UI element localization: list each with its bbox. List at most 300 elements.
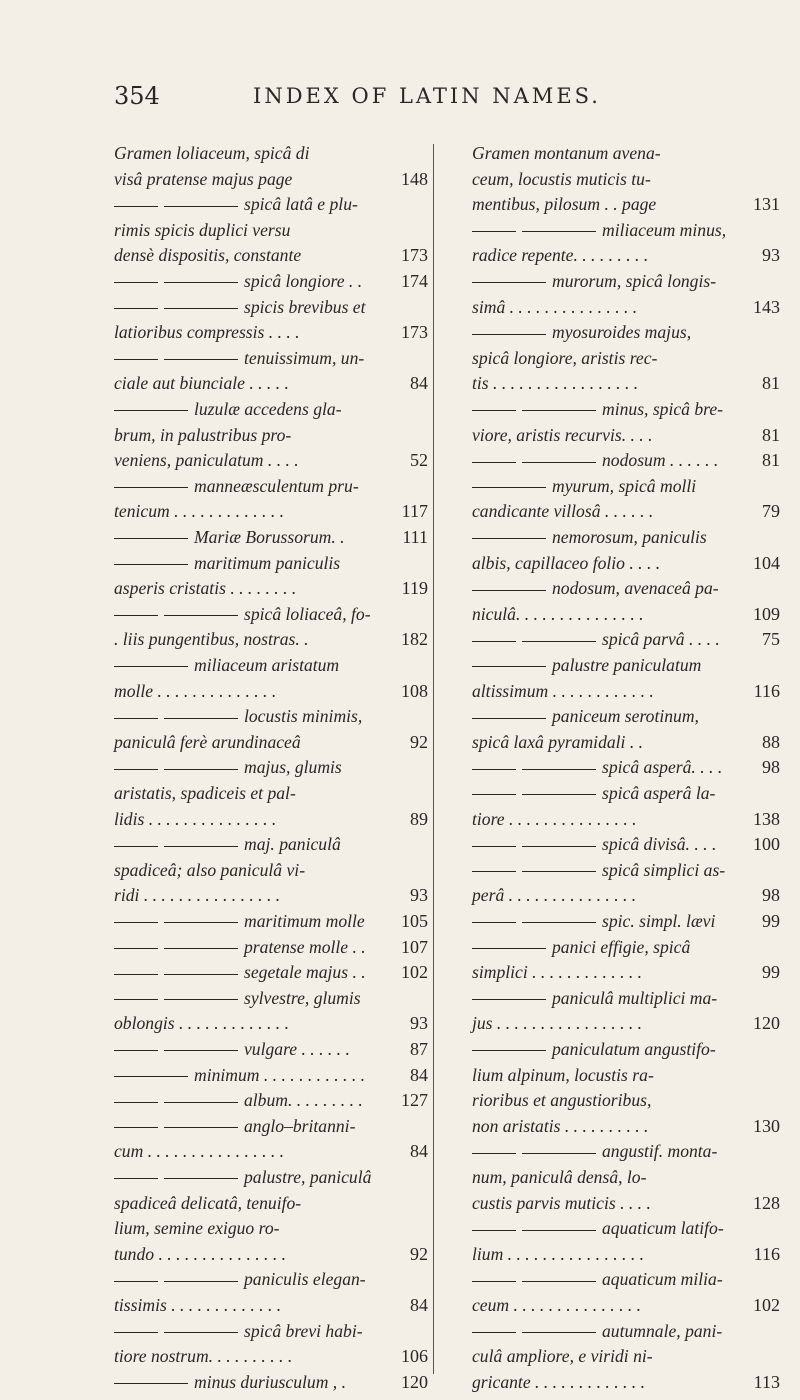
index-entry — [114, 780, 394, 806]
entry-text: nodosum, avenaceâ pa- — [552, 578, 719, 599]
index-entry — [114, 1010, 394, 1036]
index-entry — [114, 524, 394, 550]
ditto-dash — [164, 922, 238, 923]
index-entry — [472, 1241, 740, 1267]
ditto-dash — [114, 1281, 158, 1282]
entry-text: aquaticum latifo- — [602, 1218, 724, 1239]
entry-text: veniens, paniculatum . . . . — [114, 450, 299, 471]
ditto-dash — [522, 1281, 596, 1282]
entry-text: minus duriusculum , . — [194, 1371, 346, 1392]
entry-text: albis, capillaceo folio . . . . — [472, 552, 661, 573]
index-entry — [114, 550, 394, 576]
entry-page-number: 127 — [401, 1090, 428, 1111]
entry-page-number: 92 — [410, 731, 428, 752]
ditto-dash — [522, 922, 596, 923]
entry-text: myosuroides majus, — [552, 322, 692, 343]
entry-page-number: 138 — [753, 808, 780, 829]
entry-text: ridi . . . . . . . . . . . . . . . . — [114, 885, 281, 906]
index-entry — [114, 1087, 394, 1113]
entry-page-number: 120 — [753, 1013, 780, 1034]
index-entry — [472, 575, 740, 601]
ditto-dash — [472, 538, 546, 539]
ditto-dash — [114, 1383, 188, 1384]
ditto-dash — [114, 769, 158, 770]
ditto-dash — [164, 282, 238, 283]
index-entry — [472, 1215, 740, 1241]
entry-text: Mariæ Borussorum. . — [194, 527, 345, 547]
ditto-dash — [114, 615, 158, 616]
entry-text: spicâ laxâ pyramidali . . — [472, 731, 644, 752]
entry-page-number: 93 — [410, 885, 428, 906]
entry-text: segetale majus . . — [244, 962, 366, 983]
entry-page-number: 92 — [410, 1243, 428, 1264]
entry-page-number: 116 — [753, 680, 780, 701]
ditto-dash — [114, 1076, 188, 1077]
index-entry — [472, 1138, 740, 1164]
entry-page-number: 52 — [410, 450, 428, 471]
entry-text: album. . . . . . . . . — [244, 1090, 363, 1111]
entry-text: tiore . . . . . . . . . . . . . . . — [472, 808, 637, 829]
ditto-dash — [114, 1102, 158, 1103]
ditto-dash — [472, 641, 516, 642]
entry-text: mentibus, pilosum . . page — [472, 194, 657, 215]
ditto-dash — [114, 948, 158, 949]
entry-text: sylvestre, glumis — [244, 987, 361, 1008]
ditto-dash — [472, 462, 516, 463]
index-entry — [114, 217, 394, 243]
ditto-dash — [472, 794, 516, 795]
ditto-dash — [522, 1153, 596, 1154]
entry-page-number: 89 — [410, 808, 428, 829]
index-entry — [472, 908, 740, 934]
entry-text: simplici . . . . . . . . . . . . . — [472, 962, 643, 983]
entry-text: aristatis, spadiceis et pal- — [114, 783, 296, 803]
ditto-dash — [164, 718, 238, 719]
ditto-dash — [472, 487, 546, 488]
ditto-dash — [114, 564, 188, 565]
ditto-dash — [472, 1153, 516, 1154]
ditto-dash — [472, 718, 546, 719]
ditto-dash — [472, 1281, 516, 1282]
entry-text: tis . . . . . . . . . . . . . . . . . — [472, 373, 639, 394]
entry-text: aquaticum milia- — [602, 1269, 723, 1290]
entry-page-number: 105 — [401, 911, 428, 931]
entry-text: lium, semine exiguo ro- — [114, 1218, 280, 1239]
ditto-dash — [472, 1050, 546, 1051]
entry-page-number: 131 — [753, 194, 780, 215]
entry-text: cum . . . . . . . . . . . . . . . . — [114, 1141, 285, 1162]
ditto-dash — [472, 948, 546, 949]
ditto-dash — [114, 1127, 158, 1128]
ditto-dash — [472, 334, 546, 335]
ditto-dash — [164, 974, 238, 975]
ditto-dash — [522, 1332, 596, 1333]
entry-text: spadiceâ; also paniculâ vi- — [114, 859, 306, 880]
entry-page-number: 84 — [410, 1141, 428, 1162]
entry-text: Gramen montanum avena- — [472, 143, 661, 163]
entry-page-number: 98 — [762, 885, 780, 906]
entry-text: vulgare . . . . . . — [244, 1039, 350, 1059]
ditto-dash — [522, 410, 596, 411]
entry-text: spicis brevibus et — [244, 296, 366, 317]
entry-text: lium . . . . . . . . . . . . . . . . — [472, 1243, 645, 1264]
entry-page-number: 81 — [762, 424, 780, 445]
entry-text: num, paniculâ densâ, lo- — [472, 1167, 647, 1187]
index-entry — [472, 882, 740, 908]
index-entry — [472, 780, 740, 806]
index-entry — [472, 1164, 740, 1190]
entry-text: manneæsculentum pru- — [194, 475, 359, 496]
ditto-dash — [164, 1332, 238, 1333]
page-title: INDEX OF LATIN NAMES. — [253, 84, 601, 108]
index-entry — [472, 1190, 740, 1216]
entry-text: lium alpinum, locustis ra- — [472, 1064, 654, 1085]
index-entry — [114, 1164, 394, 1190]
index-entry — [114, 319, 394, 345]
entry-page-number: 111 — [402, 527, 428, 547]
entry-text: rioribus et angustioribus, — [472, 1090, 652, 1111]
entry-text: nodosum . . . . . . — [602, 450, 719, 471]
ditto-dash — [114, 846, 158, 847]
entry-page-number: 116 — [753, 1243, 780, 1264]
index-entry — [472, 524, 740, 550]
index-entry — [472, 985, 740, 1011]
entry-page-number: 182 — [401, 629, 428, 650]
entry-page-number: 173 — [401, 245, 428, 266]
ditto-dash — [522, 1230, 596, 1231]
entry-text: spic. simpl. lævi — [602, 911, 716, 931]
index-entry — [114, 1266, 394, 1292]
ditto-dash — [472, 1230, 516, 1231]
ditto-dash — [472, 410, 516, 411]
index-entry — [472, 294, 740, 320]
index-entry — [472, 345, 740, 371]
ditto-dash — [472, 769, 516, 770]
ditto-dash — [114, 359, 158, 360]
index-entry — [472, 959, 740, 985]
ditto-dash — [164, 1281, 238, 1282]
entry-text: niculâ. . . . . . . . . . . . . . . — [472, 603, 644, 624]
entry-text: palustre paniculatum — [552, 655, 702, 675]
entry-text: minimum . . . . . . . . . . . . — [194, 1064, 366, 1085]
page-header — [114, 82, 740, 110]
index-entry — [114, 703, 394, 729]
index-entry — [472, 857, 740, 883]
entry-text: paniculâ ferè arundinaceâ — [114, 731, 301, 752]
index-entry — [114, 498, 394, 524]
entry-text: spadiceâ delicatâ, tenuifo- — [114, 1192, 302, 1213]
index-entry — [114, 985, 394, 1011]
entry-page-number: 108 — [401, 680, 428, 701]
entry-page-number: 106 — [401, 1346, 428, 1367]
index-entry — [114, 1138, 394, 1164]
ditto-dash — [522, 769, 596, 770]
entry-text: spicâ longiore, aristis rec- — [472, 347, 658, 368]
entry-text: paniculâ multiplici ma- — [552, 987, 718, 1008]
index-entry — [472, 217, 740, 243]
ditto-dash — [164, 999, 238, 1000]
index-entry — [472, 498, 740, 524]
entry-text: miliaceum minus, — [602, 219, 727, 240]
entry-page-number: 100 — [753, 834, 780, 855]
index-entry — [114, 191, 394, 217]
ditto-dash — [164, 846, 238, 847]
entry-text: rimis spicis duplici versu — [114, 219, 291, 240]
column-divider — [433, 144, 434, 1374]
entry-text: . liis pungentibus, nostras. . — [114, 629, 309, 650]
entry-text: visâ pratense majus page — [114, 168, 293, 189]
entry-text: murorum, spicâ longis- — [552, 271, 717, 291]
entry-text: maritimum paniculis — [194, 552, 341, 573]
ditto-dash — [114, 538, 188, 539]
ditto-dash — [522, 641, 596, 642]
index-entry — [114, 729, 394, 755]
entry-text: brum, in palustribus pro- — [114, 424, 292, 445]
index-entry — [114, 1036, 394, 1062]
index-entry — [114, 754, 394, 780]
entry-text: gricante . . . . . . . . . . . . . — [472, 1371, 645, 1392]
ditto-dash — [114, 206, 158, 207]
entry-text: lidis . . . . . . . . . . . . . . . — [114, 808, 277, 829]
ditto-dash — [164, 1127, 238, 1128]
entry-page-number: 174 — [401, 271, 428, 291]
entry-page-number: 99 — [762, 962, 780, 983]
ditto-dash — [472, 922, 516, 923]
entry-text: pratense molle . . — [244, 936, 366, 957]
index-entry — [472, 319, 740, 345]
entry-page-number: 81 — [762, 373, 780, 394]
ditto-dash — [164, 1050, 238, 1051]
index-entry — [472, 140, 740, 166]
index-entry — [114, 422, 394, 448]
ditto-dash — [164, 1102, 238, 1103]
ditto-dash — [164, 206, 238, 207]
entry-page-number: 102 — [753, 1295, 780, 1315]
entry-text: spicâ parvâ . . . . — [602, 629, 720, 650]
index-entry — [114, 678, 394, 704]
entry-text: spicâ simplici as- — [602, 859, 726, 880]
entry-page-number: 93 — [410, 1013, 428, 1034]
ditto-dash — [114, 999, 158, 1000]
ditto-dash — [114, 974, 158, 975]
entry-text: paniculatum angustifo- — [552, 1039, 716, 1059]
ditto-dash — [114, 718, 158, 719]
ditto-dash — [472, 666, 546, 667]
index-entry — [114, 345, 394, 371]
entry-text: majus, glumis — [244, 757, 342, 778]
index-entry — [114, 447, 394, 473]
entry-text: locustis minimis, — [244, 706, 363, 727]
ditto-dash — [114, 487, 188, 488]
index-entry — [472, 550, 740, 576]
entry-text: angustif. monta- — [602, 1141, 718, 1162]
entry-text: autumnale, pani- — [602, 1320, 723, 1341]
ditto-dash — [114, 282, 158, 283]
index-entry — [114, 1318, 394, 1344]
ditto-dash — [114, 308, 158, 309]
entry-text: tenuissimum, un- — [244, 347, 365, 368]
index-entry — [472, 1343, 740, 1369]
entry-text: minus, spicâ bre- — [602, 399, 724, 419]
index-entry — [114, 908, 394, 934]
index-entry — [472, 601, 740, 627]
index-entry — [472, 626, 740, 652]
index-entry — [114, 1215, 394, 1241]
entry-text: anglo–britanni- — [244, 1115, 356, 1136]
entry-text: ciale aut biunciale . . . . . — [114, 373, 289, 394]
entry-text: viore, aristis recurvis. . . . — [472, 424, 653, 445]
index-entry — [114, 959, 394, 985]
index-entry — [114, 882, 394, 908]
index-entry — [472, 831, 740, 857]
entry-text: palustre, paniculâ — [244, 1167, 372, 1187]
entry-text: Gramen loliaceum, spicâ di — [114, 143, 310, 163]
entry-text: paniceum serotinum, — [552, 706, 699, 727]
entry-page-number: 93 — [762, 245, 780, 266]
ditto-dash — [114, 922, 158, 923]
index-entry — [114, 831, 394, 857]
index-entry — [114, 601, 394, 627]
entry-text: radice repente. . . . . . . . . — [472, 245, 649, 266]
ditto-dash — [164, 769, 238, 770]
entry-page-number: 119 — [401, 578, 428, 599]
entry-page-number: 81 — [762, 450, 780, 471]
ditto-dash — [522, 462, 596, 463]
entry-page-number: 84 — [410, 1295, 428, 1315]
entry-text: spicâ brevi habi- — [244, 1320, 363, 1341]
entry-page-number: 130 — [753, 1115, 780, 1136]
index-entry — [114, 370, 394, 396]
ditto-dash — [164, 359, 238, 360]
index-entry — [472, 652, 740, 678]
index-entry — [472, 1036, 740, 1062]
entry-text: paniculis elegan- — [244, 1269, 366, 1290]
ditto-dash — [114, 1050, 158, 1051]
ditto-dash — [164, 308, 238, 309]
ditto-dash — [472, 1332, 516, 1333]
ditto-dash — [114, 1332, 158, 1333]
index-entry — [472, 1062, 740, 1088]
entry-page-number: 173 — [401, 322, 428, 343]
ditto-dash — [522, 794, 596, 795]
index-entry — [472, 934, 740, 960]
entry-text: simâ . . . . . . . . . . . . . . . — [472, 296, 638, 317]
index-entry — [472, 1369, 740, 1395]
index-entry — [472, 1113, 740, 1139]
index-entry — [472, 1292, 740, 1318]
page-number: 354 — [114, 82, 160, 110]
entry-page-number: 84 — [410, 1064, 428, 1085]
ditto-dash — [522, 846, 596, 847]
index-entry — [114, 1241, 394, 1267]
index-entry — [472, 1087, 740, 1113]
index-entry — [472, 1010, 740, 1036]
ditto-dash — [472, 846, 516, 847]
ditto-dash — [164, 948, 238, 949]
index-entry — [114, 396, 394, 422]
index-entry — [114, 575, 394, 601]
entry-page-number: 79 — [762, 501, 780, 522]
entry-text: ceum, locustis muticis tu- — [472, 168, 651, 189]
ditto-dash — [164, 615, 238, 616]
entry-page-number: 104 — [753, 552, 780, 573]
index-entry — [472, 703, 740, 729]
index-entry — [114, 1062, 394, 1088]
index-entry — [114, 1113, 394, 1139]
entry-page-number: 84 — [410, 373, 428, 394]
entry-text: ceum . . . . . . . . . . . . . . . — [472, 1295, 642, 1315]
entry-page-number: 99 — [762, 911, 780, 931]
ditto-dash — [114, 410, 188, 411]
index-entry — [114, 294, 394, 320]
entry-text: spicâ loliaceâ, fo- — [244, 603, 371, 624]
ditto-dash — [472, 871, 516, 872]
entry-page-number: 109 — [753, 603, 780, 624]
index-entry — [472, 447, 740, 473]
entry-page-number: 148 — [401, 168, 428, 189]
entry-page-number: 87 — [410, 1039, 428, 1059]
entry-page-number: 117 — [401, 501, 428, 522]
index-entry — [114, 1369, 394, 1395]
entry-page-number: 120 — [401, 1371, 428, 1392]
entry-text: maritimum molle — [244, 911, 365, 931]
entry-page-number: 88 — [762, 731, 780, 752]
ditto-dash — [472, 282, 546, 283]
index-entry — [472, 473, 740, 499]
entry-page-number: 102 — [401, 962, 428, 983]
entry-text: custis parvis muticis . . . . — [472, 1192, 651, 1213]
entry-text: culâ ampliore, e viridi ni- — [472, 1346, 653, 1367]
index-entry — [472, 678, 740, 704]
index-entry — [114, 1343, 394, 1369]
index-entry — [114, 857, 394, 883]
entry-text: perâ . . . . . . . . . . . . . . . — [472, 885, 637, 906]
index-entry — [114, 242, 394, 268]
entry-text: latioribus compressis . . . . — [114, 322, 300, 343]
entry-text: altissimum . . . . . . . . . . . . — [472, 680, 654, 701]
index-entry — [472, 370, 740, 396]
entry-text: candicante villosâ . . . . . . — [472, 501, 654, 522]
entry-page-number: 128 — [753, 1192, 780, 1213]
entry-text: spicâ divisâ. . . . — [602, 834, 717, 855]
entry-text: tenicum . . . . . . . . . . . . . — [114, 501, 285, 522]
entry-text: nemorosum, paniculis — [552, 527, 707, 547]
index-entry — [114, 268, 394, 294]
entry-page-number: 75 — [762, 629, 780, 650]
entry-text: myurum, spicâ molli — [552, 475, 697, 496]
ditto-dash — [114, 1178, 158, 1179]
ditto-dash — [114, 666, 188, 667]
entry-text: maj. paniculâ — [244, 834, 341, 855]
index-entry — [472, 191, 740, 217]
index-entry — [472, 1266, 740, 1292]
ditto-dash — [164, 1178, 238, 1179]
index-entry — [472, 166, 740, 192]
entry-page-number: 107 — [401, 936, 428, 957]
index-entry — [472, 729, 740, 755]
index-entry — [114, 1292, 394, 1318]
ditto-dash — [472, 999, 546, 1000]
index-entry — [114, 652, 394, 678]
entry-text: spicâ latâ e plu- — [244, 194, 358, 215]
entry-text: tundo . . . . . . . . . . . . . . . — [114, 1243, 287, 1264]
index-entry — [472, 396, 740, 422]
entry-text: non aristatis . . . . . . . . . . — [472, 1115, 649, 1136]
ditto-dash — [522, 871, 596, 872]
ditto-dash — [522, 231, 596, 232]
entry-text: panici effigie, spicâ — [552, 936, 691, 957]
ditto-dash — [472, 231, 516, 232]
